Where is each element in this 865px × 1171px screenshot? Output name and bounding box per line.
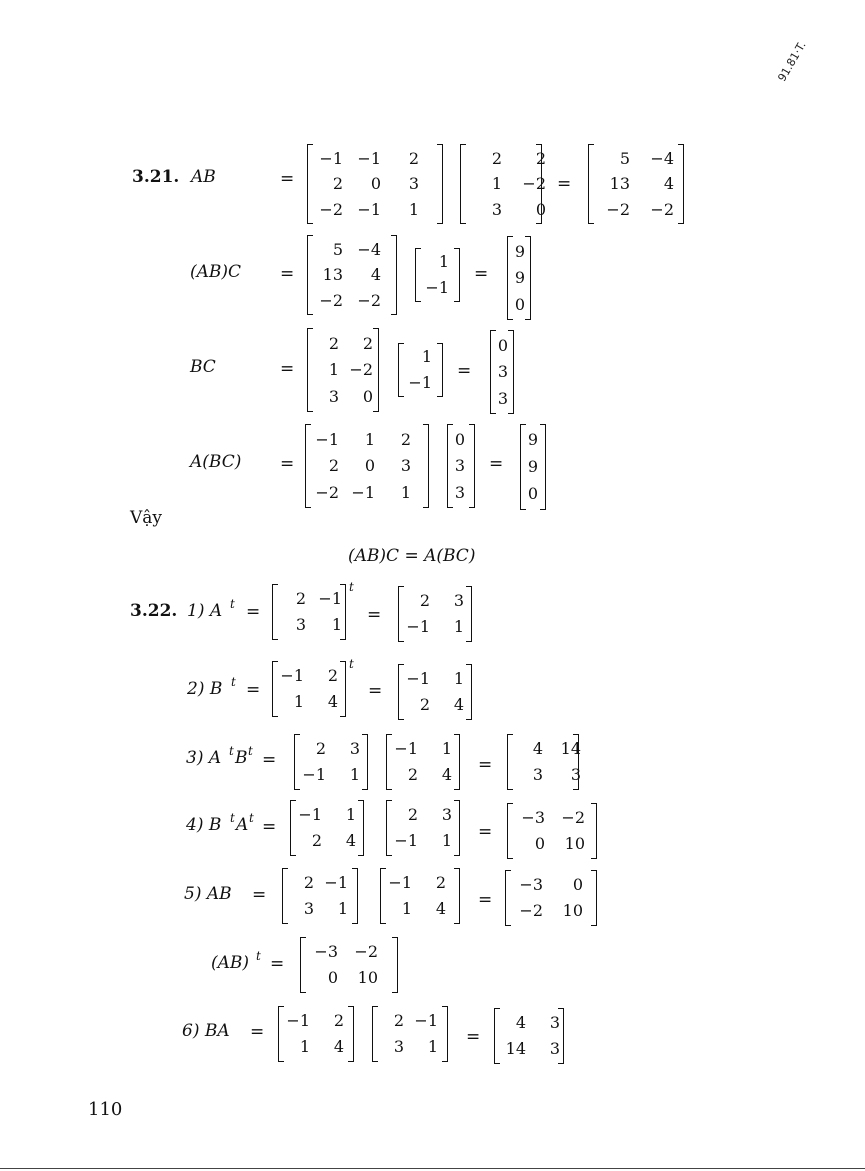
matrix-cell: 2 — [303, 873, 314, 892]
matrix-cell: 1 — [491, 174, 502, 193]
part-5-label: 5) AB — [184, 884, 232, 904]
transpose-mark: t — [248, 744, 253, 758]
matrix-cell: 2 — [328, 333, 339, 353]
matrix-cell: −2 — [561, 808, 585, 827]
matrix — [307, 235, 397, 315]
matrix-cell: 3 — [491, 199, 502, 219]
part-4-label-a: A — [236, 815, 249, 835]
matrix — [507, 803, 597, 859]
transpose-mark: t — [349, 657, 354, 671]
part-2-label: 2) B — [187, 679, 223, 699]
matrix-cell: 2 — [311, 831, 322, 850]
equals-sign: = — [252, 885, 267, 905]
matrix-cell: 2 — [295, 589, 306, 608]
matrix-cell: 3 — [532, 765, 543, 784]
matrix-cell: 3 — [393, 1037, 404, 1056]
matrix-cell: −2 — [650, 199, 674, 219]
matrix-cell: 4 — [453, 695, 464, 714]
equals-sign: = — [478, 890, 493, 910]
label-bc: BC — [190, 357, 216, 377]
matrix-cell: 2 — [419, 695, 430, 714]
exercise-number-3-21: 3.21. — [132, 167, 180, 187]
matrix-cell: −2 — [354, 942, 378, 961]
matrix-cell: −2 — [357, 290, 381, 310]
transpose-mark: t — [230, 811, 235, 825]
equals-sign: = — [262, 750, 277, 770]
matrix-cell: 1 — [453, 669, 464, 688]
matrix-cell: 0 — [527, 484, 538, 503]
matrix-cell: 10 — [562, 901, 583, 920]
matrix-cell: 0 — [514, 294, 525, 314]
bracket-right — [454, 248, 460, 302]
bracket-right — [373, 328, 379, 412]
matrix-cell: 10 — [564, 834, 585, 853]
matrix-cell: −1 — [318, 589, 342, 608]
matrix — [398, 664, 472, 720]
transpose-mark: t — [256, 949, 261, 963]
part-3-label: 3) A — [186, 748, 222, 768]
matrix — [398, 343, 443, 397]
matrix — [305, 424, 429, 508]
bracket-right — [437, 144, 443, 224]
matrix-cell: −1 — [319, 148, 343, 168]
equals-sign: = — [457, 361, 472, 381]
matrix-cell: 1 — [345, 805, 356, 824]
matrix-cell: 0 — [497, 335, 508, 355]
matrix-cell: 9 — [514, 268, 525, 287]
matrix-cell: 0 — [362, 386, 373, 406]
matrix-cell: −1 — [406, 669, 430, 688]
matrix-cell: 3 — [570, 765, 581, 784]
matrix — [300, 937, 398, 993]
matrix — [307, 144, 443, 224]
matrix-cell: 3 — [400, 456, 411, 475]
equals-sign: = — [478, 822, 493, 842]
matrix-cell: −3 — [314, 942, 338, 961]
matrix-cell: −1 — [351, 482, 375, 502]
matrix — [505, 870, 597, 926]
matrix-cell: −2 — [315, 482, 339, 502]
matrix — [460, 144, 546, 224]
bracket-right — [469, 424, 475, 508]
matrix-cell: 13 — [322, 265, 343, 284]
matrix-cell: 3 — [497, 388, 508, 408]
matrix-cell: 14 — [560, 739, 581, 758]
matrix-cell: 1 — [400, 482, 411, 502]
bottom-rule — [0, 1168, 865, 1169]
matrix-cell: −1 — [394, 739, 418, 758]
matrix-cell: 3 — [303, 899, 314, 918]
bracket-right — [348, 1006, 354, 1062]
matrix-cell: 0 — [534, 834, 545, 853]
matrix — [386, 800, 460, 856]
matrix-cell: 3 — [454, 482, 465, 502]
equals-sign: = — [270, 954, 285, 974]
transpose-mark: t — [249, 811, 254, 825]
matrix-cell: 3 — [497, 362, 508, 381]
matrix-cell: 3 — [453, 591, 464, 610]
bracket-right — [362, 734, 368, 790]
part-5b-label: (AB) — [211, 953, 250, 973]
matrix-cell: 0 — [535, 199, 546, 219]
matrix-cell: −1 — [414, 1011, 438, 1030]
matrix — [398, 586, 472, 642]
matrix — [380, 868, 460, 924]
part-3-label-b: B — [235, 748, 248, 768]
matrix-cell: 2 — [328, 456, 339, 475]
matrix — [415, 248, 460, 302]
matrix — [386, 734, 460, 790]
bracket-right — [391, 235, 397, 315]
matrix-cell: −4 — [357, 239, 381, 259]
matrix-cell: 1 — [438, 252, 449, 272]
matrix — [507, 734, 579, 790]
bracket-right — [392, 937, 398, 993]
matrix-cell: 1 — [364, 429, 375, 449]
matrix-cell: −1 — [286, 1011, 310, 1030]
matrix-cell: 1 — [337, 899, 348, 918]
matrix-cell: 1 — [427, 1037, 438, 1056]
bracket-right — [442, 1006, 448, 1062]
matrix-cell: 14 — [505, 1039, 526, 1058]
matrix-cell: 1 — [349, 765, 360, 784]
library-stamp: 91.81·T. — [775, 39, 809, 84]
matrix-cell: −2 — [606, 199, 630, 219]
matrix-cell: 2 — [408, 148, 419, 168]
matrix — [588, 144, 684, 224]
equals-sign: = — [280, 264, 295, 284]
matrix-cell: 4 — [370, 265, 381, 284]
label-ab: AB — [191, 167, 216, 187]
bracket-right — [540, 424, 546, 510]
exercise-number-3-22: 3.22. — [130, 601, 178, 621]
matrix-cell: 4 — [441, 765, 452, 784]
matrix — [507, 236, 531, 320]
matrix-cell: −1 — [315, 429, 339, 449]
matrix-cell: −1 — [302, 765, 326, 784]
matrix — [282, 868, 358, 924]
matrix-cell: 1 — [401, 899, 412, 918]
matrix — [372, 1006, 448, 1062]
bracket-right — [340, 661, 346, 717]
matrix-cell: 1 — [299, 1037, 310, 1056]
equals-sign: = — [246, 602, 261, 622]
matrix-cell: 1 — [408, 199, 419, 219]
matrix — [272, 584, 346, 640]
equals-sign: = — [250, 1022, 265, 1042]
matrix-cell: 0 — [327, 968, 338, 987]
bracket-right — [508, 330, 514, 414]
part-1-label: 1) A — [187, 601, 223, 621]
matrix-cell: 2 — [407, 765, 418, 784]
matrix-cell: −2 — [522, 174, 546, 193]
equals-sign: = — [489, 454, 504, 474]
matrix — [290, 800, 364, 856]
matrix-cell: −1 — [357, 148, 381, 168]
transpose-mark: t — [231, 675, 236, 689]
equals-sign: = — [280, 169, 295, 189]
matrix-cell: −1 — [357, 199, 381, 219]
label-ab-c: (AB)C — [190, 262, 242, 282]
matrix-cell: 9 — [527, 430, 538, 449]
matrix-cell: −1 — [388, 873, 412, 892]
matrix-cell: −3 — [521, 808, 545, 827]
matrix-cell: −4 — [650, 148, 674, 168]
matrix-cell: 1 — [293, 692, 304, 711]
bracket-right — [454, 800, 460, 856]
matrix-cell: 1 — [421, 347, 432, 367]
bracket-right — [423, 424, 429, 508]
matrix-cell: −2 — [319, 290, 343, 310]
matrix-cell: −1 — [425, 277, 449, 297]
matrix-cell: 3 — [295, 615, 306, 634]
matrix-cell: 0 — [572, 875, 583, 894]
matrix-cell: 2 — [315, 739, 326, 758]
matrix-cell: 3 — [441, 805, 452, 824]
matrix-cell: 0 — [370, 174, 381, 193]
matrix-cell: −1 — [408, 372, 432, 392]
bracket-right — [591, 870, 597, 926]
label-a-bc: A(BC) — [190, 452, 242, 472]
matrix-cell: −1 — [394, 831, 418, 850]
equals-sign: = — [368, 681, 383, 701]
matrix — [294, 734, 368, 790]
bracket-right — [437, 343, 443, 397]
bracket-right — [466, 664, 472, 720]
bracket-right — [454, 868, 460, 924]
matrix-cell: −3 — [519, 875, 543, 894]
matrix-cell: 0 — [454, 429, 465, 449]
matrix-cell: 2 — [407, 805, 418, 824]
matrix-cell: 4 — [515, 1013, 526, 1032]
matrix-cell: 4 — [663, 174, 674, 193]
conclusion-equation: (AB)C = A(BC) — [348, 546, 476, 566]
matrix-cell: 9 — [527, 457, 538, 476]
matrix-cell: −2 — [319, 199, 343, 219]
matrix-cell: 1 — [328, 360, 339, 379]
matrix-cell: 4 — [532, 739, 543, 758]
matrix-cell: −1 — [280, 666, 304, 685]
part-6-label: 6) BA — [182, 1021, 230, 1041]
matrix-cell: 5 — [619, 148, 630, 168]
matrix — [307, 328, 379, 412]
matrix-cell: 3 — [349, 739, 360, 758]
matrix-cell: 2 — [435, 873, 446, 892]
equals-sign: = — [246, 680, 261, 700]
matrix-cell: −1 — [298, 805, 322, 824]
equals-sign: = — [478, 755, 493, 775]
bracket-right — [525, 236, 531, 320]
matrix — [278, 1006, 354, 1062]
matrix-cell: 2 — [400, 429, 411, 449]
matrix — [447, 424, 475, 508]
matrix-cell: 1 — [441, 739, 452, 758]
matrix-cell: 1 — [331, 615, 342, 634]
equals-sign: = — [466, 1027, 481, 1047]
part-4-label: 4) B — [186, 815, 222, 835]
matrix-cell: 2 — [362, 333, 373, 353]
matrix — [494, 1008, 564, 1064]
equals-sign: = — [557, 174, 572, 194]
matrix-cell: 3 — [454, 456, 465, 475]
matrix-cell: 1 — [453, 617, 464, 636]
matrix-cell: −2 — [349, 360, 373, 379]
matrix-cell: 2 — [393, 1011, 404, 1030]
matrix — [490, 330, 514, 414]
matrix-cell: 2 — [491, 148, 502, 168]
matrix-cell: −1 — [406, 617, 430, 636]
bracket-right — [358, 800, 364, 856]
matrix-cell: 4 — [327, 692, 338, 711]
bracket-right — [466, 586, 472, 642]
matrix-cell: 2 — [332, 174, 343, 193]
matrix-cell: 10 — [357, 968, 378, 987]
matrix-cell: 2 — [535, 148, 546, 168]
equals-sign: = — [262, 817, 277, 837]
matrix-cell: 3 — [328, 386, 339, 406]
bracket-right — [454, 734, 460, 790]
matrix-cell: −2 — [519, 901, 543, 920]
matrix-cell: 9 — [514, 241, 525, 261]
bracket-right — [591, 803, 597, 859]
equals-sign: = — [474, 264, 489, 284]
equals-sign: = — [280, 454, 295, 474]
matrix-cell: 2 — [333, 1011, 344, 1030]
transpose-mark: t — [349, 580, 354, 594]
matrix-cell: 3 — [549, 1013, 560, 1032]
matrix-cell: −1 — [324, 873, 348, 892]
matrix-cell: 0 — [364, 456, 375, 475]
matrix-cell: 4 — [345, 831, 356, 850]
transpose-mark: t — [230, 597, 235, 611]
matrix — [520, 424, 546, 510]
equals-sign: = — [367, 605, 382, 625]
bracket-right — [678, 144, 684, 224]
matrix-cell: 3 — [549, 1039, 560, 1058]
vay-label: Vậy — [130, 508, 163, 528]
transpose-mark: t — [229, 744, 234, 758]
equals-sign: = — [280, 359, 295, 379]
matrix-cell: 4 — [435, 899, 446, 918]
matrix-cell: 2 — [327, 666, 338, 685]
matrix-cell: 3 — [408, 174, 419, 193]
matrix-cell: 5 — [332, 239, 343, 259]
matrix-cell: 4 — [333, 1037, 344, 1056]
matrix-cell: 1 — [441, 831, 452, 850]
page-number: 110 — [88, 1099, 123, 1120]
matrix-cell: 2 — [419, 591, 430, 610]
matrix — [272, 661, 346, 717]
matrix-cell: 13 — [609, 174, 630, 193]
bracket-right — [352, 868, 358, 924]
